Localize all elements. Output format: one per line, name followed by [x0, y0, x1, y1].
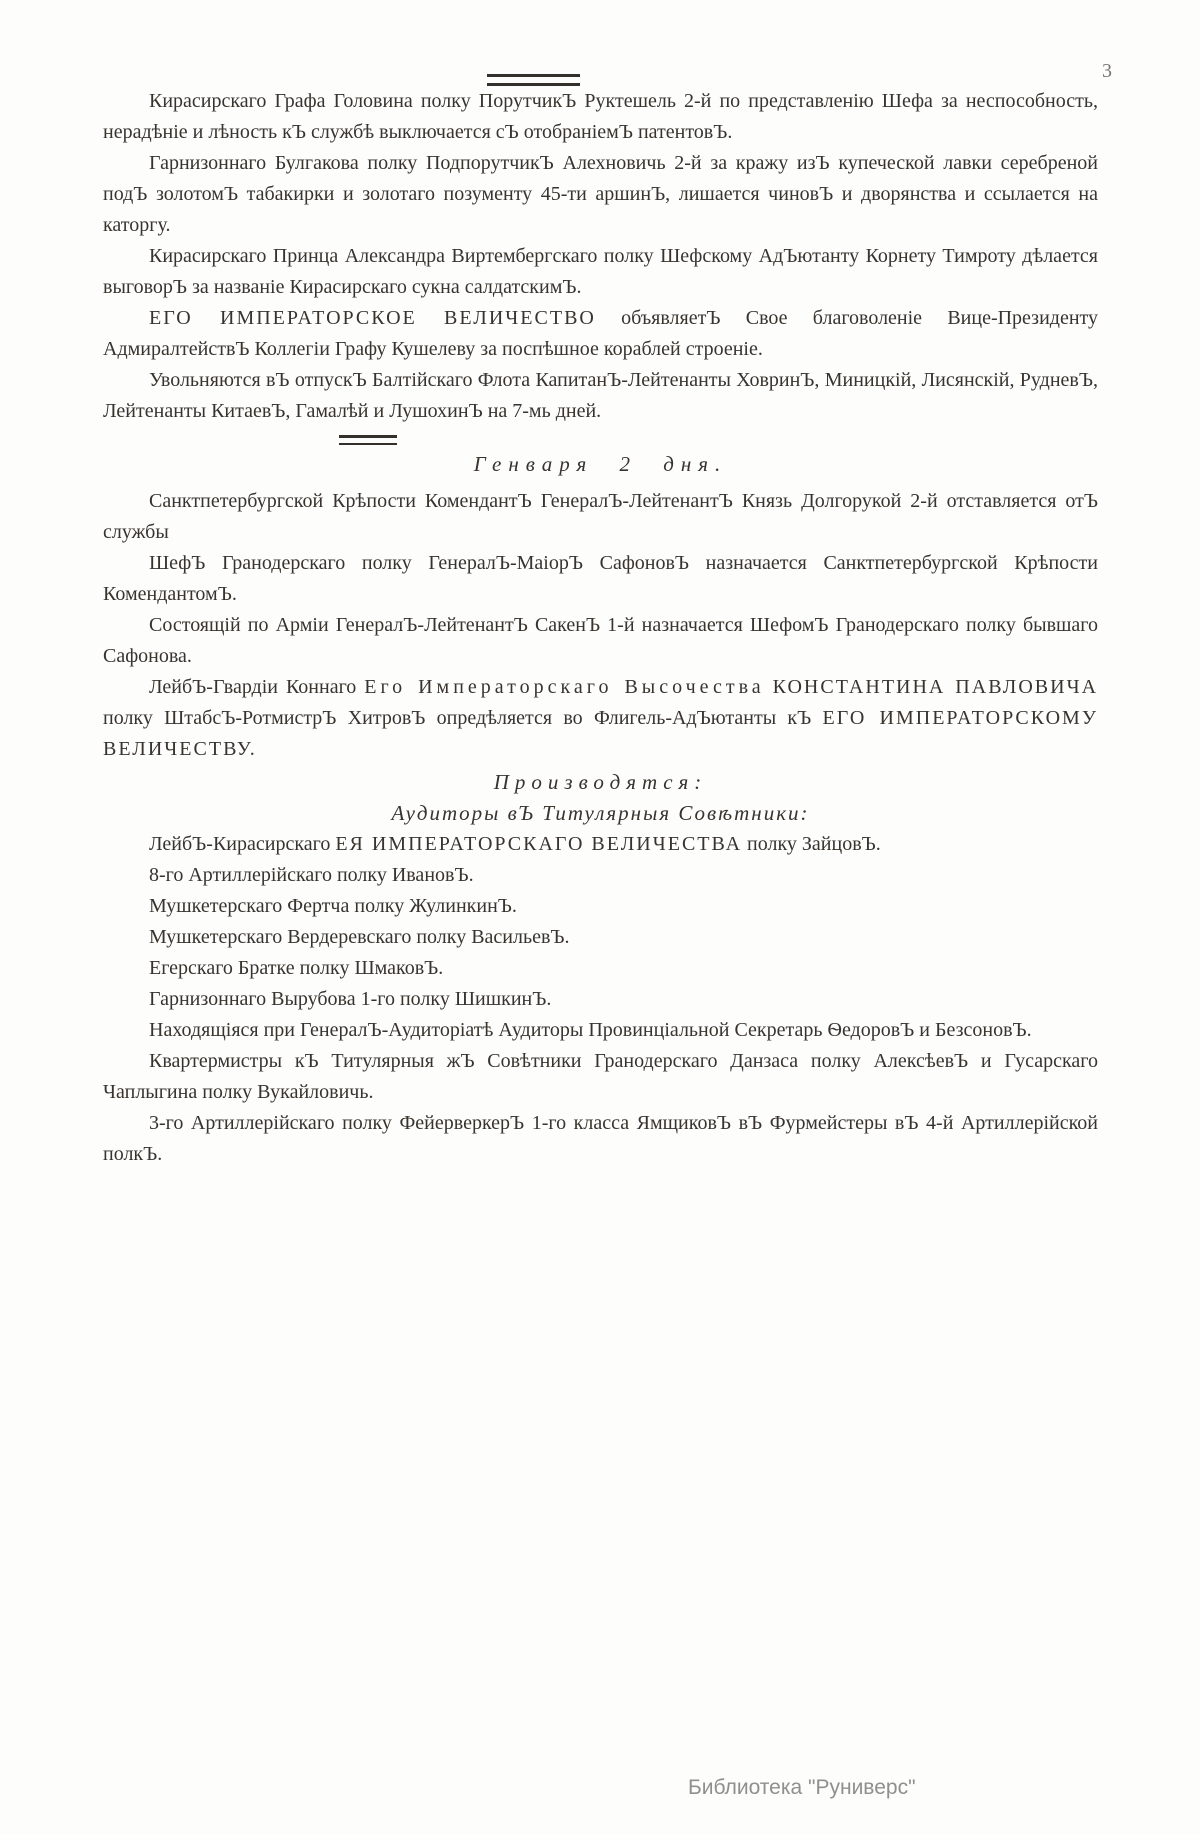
text-run: 3-го Артиллерійскаго полку ФейерверкерЪ 1-го класса ЯмщиковЪ вЪ Фурмейстеры вЪ 4-й Артиллерійской полкЪ. — [103, 1112, 1098, 1165]
paragraph — [103, 486, 1098, 548]
paragraph — [103, 922, 1098, 953]
text-run: Кирасирскаго Принца Александра Виртембергскаго полку Шефскому АдЪютанту Корнету Тимроту дѣлается выговорЪ за названіе Кирасирскаго сукна салдатскимЪ. — [103, 245, 1098, 298]
text-run: Гарнизоннаго Булгакова полку ПодпорутчикЪ Алехновичь 2-й за кражу изЪ купеческой лавки серебреной подЪ золотомЪ табакирки и золотаго позументу 45-ти аршинЪ, лишается чиновЪ и дворянства и ссылается на каторгу. — [103, 152, 1098, 236]
paragraph — [103, 953, 1098, 984]
text-run: Санктпетербургской Крѣпости КомендантЪ ГенералЪ-ЛейтенантЪ Князь Долгорукой 2-й отставляется отЪ службы — [103, 490, 1098, 543]
paragraph — [103, 1046, 1098, 1108]
top-divider-rule — [487, 74, 580, 86]
paragraph — [103, 1015, 1098, 1046]
paragraph — [103, 241, 1098, 303]
paragraph — [103, 984, 1098, 1015]
paragraph — [103, 148, 1098, 241]
paragraph — [103, 610, 1098, 672]
library-watermark: Библиотека "Руниверс" — [688, 1776, 916, 1799]
text-run: Кирасирскаго Графа Головина полку ПорутчикЪ Руктешель 2-й по представленію Шефа за неспособность, нерадѣніе и лѣность кЪ службѣ выключается сЪ отобраніемЪ патентовЪ. — [103, 90, 1098, 143]
auditors-heading: Аудиторы вЪ Титулярныя Совѣтники: — [391, 801, 810, 825]
imperial-title-caps: ЕГО ИМПЕРАТОРСКОМУ ВЕЛИЧЕСТВУ. — [103, 707, 1099, 760]
paragraph — [103, 303, 1098, 365]
imperial-title-spaced: Его Императорскаго Высочества — [364, 676, 765, 698]
section-divider-rule — [339, 435, 397, 445]
promotions-heading: Производятся: — [493, 770, 708, 794]
page-number: 3 — [1102, 60, 1112, 82]
text-run: ЛейбЪ-Гвардіи Коннаго — [149, 676, 357, 698]
text-run: ШефЪ Гранодерскаго полку ГенералЪ-МаіорЪ СафоновЪ назначается Санктпетербургской Крѣпости КомендантомЪ. — [103, 552, 1098, 605]
text-run: Состоящій по Арміи ГенералЪ-ЛейтенантЪ СакенЪ 1-й назначается ШефомЪ Гранодерскаго полку бывшаго Сафонова. — [103, 614, 1098, 667]
paragraph — [103, 1108, 1098, 1170]
imperial-title-caps: КОНСТАНТИНА ПАВЛОВИЧА — [772, 676, 1099, 698]
text-run: Мушкетерскаго Фертча полку ЖулинкинЪ. — [149, 895, 517, 917]
text-run: Квартермистры кЪ Титулярныя жЪ Совѣтники Гранодерскаго Данзаса полку АлексѣевЪ и Гусарскаго Чаплыгина полку Вукайловичь. — [103, 1050, 1098, 1103]
paragraph — [103, 860, 1098, 891]
text-run: Мушкетерскаго Вердеревскаго полку ВасильевЪ. — [149, 926, 570, 948]
text-run: Гарнизоннаго Вырубова 1-го полку ШишкинЪ. — [149, 988, 552, 1010]
page-text-column — [103, 86, 1098, 1170]
paragraph — [103, 829, 1098, 860]
paragraph — [103, 891, 1098, 922]
text-run: Находящіяся при ГенералЪ-Аудиторіатѣ Аудиторы Провинціальной Секретарь ѲедоровЪ и БезсоновЪ. — [149, 1019, 1032, 1041]
text-run: ЛейбЪ-Кирасирскаго — [149, 833, 331, 855]
paragraph — [103, 86, 1098, 148]
text-run: Егерскаго Братке полку ШмаковЪ. — [149, 957, 444, 979]
text-run: 8-го Артиллерійскаго полку ИвановЪ. — [149, 864, 474, 886]
paragraph — [103, 672, 1098, 765]
imperial-title-caps: ЕЯ ИМПЕРАТОРСКАГО ВЕЛИЧЕСТВА — [335, 833, 743, 855]
paragraph — [103, 365, 1098, 427]
imperial-title-caps: ЕГО ИМПЕРАТОРСКОЕ ВЕЛИЧЕСТВО — [149, 307, 596, 329]
text-run: Увольняются вЪ отпускЪ Балтійскаго Флота КапитанЪ-Лейтенанты ХовринЪ, Миницкій, Лисянскій, РудневЪ, Лейтенанты КитаевЪ, Гамалѣй и ЛушохинЪ на 7-мь дней. — [103, 369, 1098, 422]
date-heading: Генваря 2 дня. — [473, 452, 728, 476]
text-run: объявляетЪ Свое благоволеніе Вице-Президенту АдмиралтействЪ Коллегіи Графу Кушелеву за поспѣшное кораблей строеніе. — [103, 307, 1099, 360]
text-run: полку ШтабсЪ-РотмистрЪ ХитровЪ опредѣляется во Флигель-АдЪютанты кЪ — [103, 707, 812, 729]
text-run: полку ЗайцовЪ. — [747, 833, 881, 855]
paragraph — [103, 548, 1098, 610]
